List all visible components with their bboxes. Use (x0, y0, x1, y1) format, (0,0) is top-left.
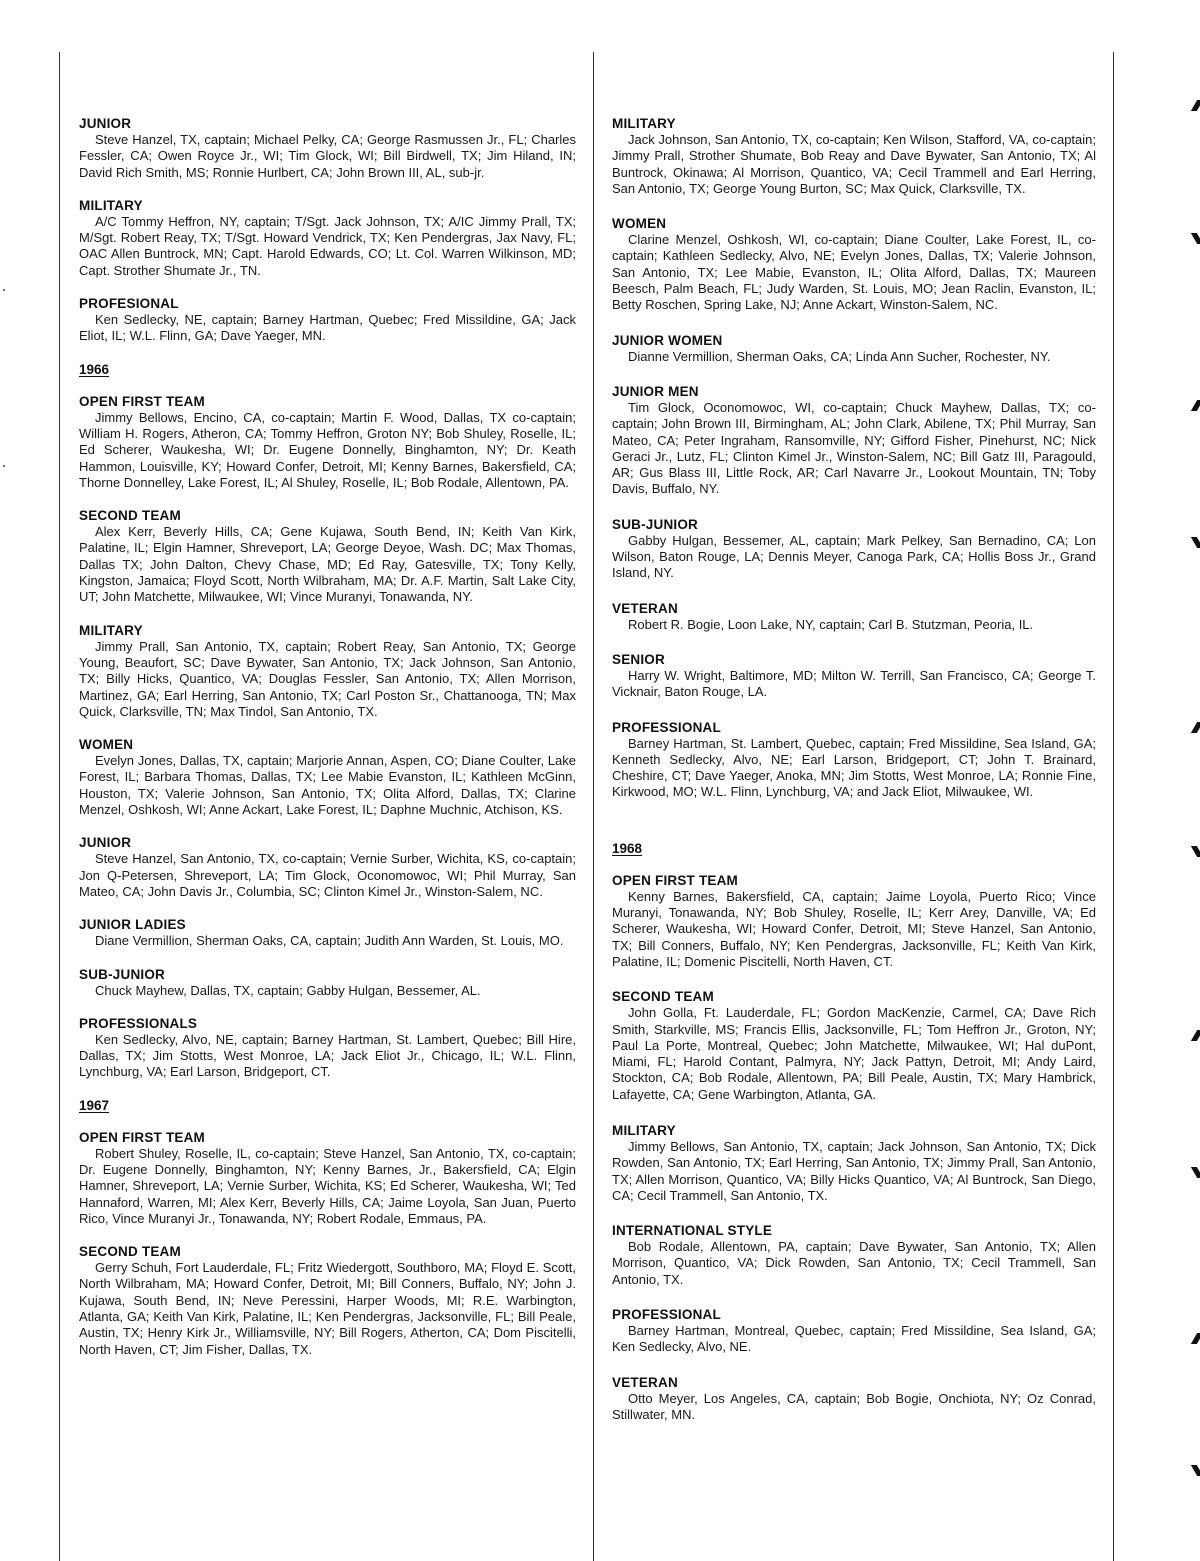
section-body: Kenny Barnes, Bakersfield, CA, captain; Jaime Loyola, Puerto Rico; Vince Muranyi, Tonawanda, NY; Bob Shuley, Roselle, IL; Kerr Arey, Danville, VA; Ed Scherer, Waukesha, WI; Howard Confer, Detroit, MI; Steve Hanzel, San Antonio, TX; Bill Conners, Buffalo, NY; Ken Pendergras, Jacksonville, FL; Keith Van Kirk, Palatine, IL; Domenic Piscitelli, North Haven, CT. (612, 888, 1096, 969)
section-heading: OPEN FIRST TEAM (79, 1129, 206, 1145)
binding-mark (1191, 722, 1200, 733)
section-military (79, 623, 576, 720)
section-body: Steve Hanzel, TX, captain; Michael Pelky, CA; George Rasmussen Jr., FL; Charles Fessler, CA; Owen Royce Jr., WI; Tim Glock, WI; Bill Birdwell, TX; Jim Hiland, IN; David Rich Smith, MS; Ronnie Hurlbert, CA; John Brown III, AL, sub-jr. (79, 132, 576, 180)
section-heading: JUNIOR WOMEN (612, 332, 723, 348)
section-body: Barney Hartman, Montreal, Quebec, captain; Fred Missildine, Sea Island, GA; Ken Sedlecky, Alvo, NE. (612, 1323, 1096, 1355)
binding-mark (1191, 233, 1200, 244)
right-column-rule (1113, 52, 1114, 1561)
section-body: Evelyn Jones, Dallas, TX, captain; Marjorie Annan, Aspen, CO; Diane Coulter, Lake Forest, IL; Barbara Thomas, Dallas, TX; Lee Mabie Evanston, IL; Kathleen McGinn, Houston, TX; Valerie Johnson, San Antonio, TX; Olita Alford, Dallas, TX; Clarine Menzel, Oshkosh, WI; Anne Ackart, Lake Forest, IL; Daphne Muchnic, Atchison, KS. (79, 753, 576, 818)
section-professional (612, 1307, 1096, 1356)
section-veteran (612, 601, 1096, 633)
section-veteran (612, 1375, 1096, 1424)
section-heading: MILITARY (79, 622, 143, 638)
section-body: Jimmy Bellows, Encino, CA, co-captain; Martin F. Wood, Dallas, TX co-captain; William H. Rogers, Atheron, CA; Tommy Heffron, Groton NY; Bob Shuley, Roselle, IL; Ed Scherer, Waukesha, WI; Dr. Eugene Donnelly, Binghamton, NY; Dr. Keath Hammon, Louisville, KY; Howard Confer, Detroit, MI; Kenny Barnes, Bakersfield, CA; Thorne Donnelley, Lake Forest, IL; Al Shuley, Roselle, IL; Bob Rodale, Allentown, PA. (79, 409, 576, 490)
section-body: Otto Meyer, Los Angeles, CA, captain; Bob Bogie, Onchiota, NY; Oz Conrad, Stillwater, MN. (612, 1390, 1096, 1422)
year-heading: 1966 (79, 361, 110, 377)
section-body: Alex Kerr, Beverly Hills, CA; Gene Kujawa, South Bend, IN; Keith Van Kirk, Palatine, IL; Elgin Hamner, Shreveport, LA; George Deyoe, Wash. DC; Max Thomas, Dallas TX; John Dalton, Chevy Chase, MD; Ed Ray, Gatesville, TX; Tony Kelly, Kingston, Jamaica; Floyd Scott, North Wilbraham, MA; Dr. A.F. Martin, Salt Lake City, UT; John Matchette, Milwaukee, WI; Vince Muranyi, Tonawanda, NY. (79, 524, 576, 605)
section-body: Jimmy Bellows, San Antonio, TX, captain; Jack Johnson, San Antonio, TX; Dick Rowden, San Antonio, TX; Earl Herring, San Antonio, TX; Jimmy Prall, San Antonio, TX; Allen Morrison, Quantico, VA; Billy Hicks Quantico, VA; Al Buntrock, San Diego, CA; Cecil Trammell, San Antonio, TX. (612, 1138, 1096, 1203)
section-heading: SENIOR (612, 651, 665, 667)
section-body: Jimmy Prall, San Antonio, TX, captain; Robert Reay, San Antonio, TX; George Young, Beaufort, SC; Dave Bywater, San Antonio, TX; Jack Johnson, San Antonio, TX; Billy Hicks, Quantico, VA; Douglas Fessler, San Antonio, TX; Allen Morrison, Martinez, GA; Earl Herring, San Antonio, TX; Carl Poston Sr., Chattanooga, TN; Max Quick, Clarksville, TN; Max Tindol, San Antonio, TX. (79, 638, 576, 719)
speck (3, 465, 5, 467)
section-heading: PROFESIONAL (79, 296, 179, 312)
section-body: Jack Johnson, San Antonio, TX, co-captain; Ken Wilson, Stafford, VA, co-captain; Jimmy Prall, Strother Shumate, Bob Reay and Dave Bywater, San Antonio, TX; Al Buntrock, Okinawa; Al Morrison, Quantico, VA; Cecil Trammell and Earl Herring, San Antonio, TX; George Young Burton, SC; Max Quick, Clarksville, TX. (612, 132, 1096, 196)
speck (3, 289, 5, 291)
section-body: Barney Hartman, St. Lambert, Quebec, captain; Fred Missildine, Sea Island, GA; Kenneth Sedlecky, Alvo, NE; Earl Larson, Bridgeport, CT; John T. Brainard, Cheshire, CT; Dave Yaeger, Anoka, MN; Jim Stotts, West Monroe, LA; Ronnie Fine, Kirkwood, MO; W.L. Flinn, Lynchburg, VA; and Jack Eliot, Milwaukee, WI. (612, 735, 1096, 800)
right-column (612, 116, 1096, 1437)
section-sub-junior (79, 967, 576, 999)
section-body: Gerry Schuh, Fort Lauderdale, FL; Fritz Wiedergott, Southboro, MA; Floyd E. Scott, North Wilbraham, MA; Howard Confer, Detroit, MI; Bill Conners, Buffalo, NY; John J. Kujawa, South Bend, IN; Neve Peressini, Harper Woods, MI; R.E. Warbington, Atlanta, GA; Keith Van Kirk, Palatine, IL; Ken Pendergras, Jacksonville, FL; Bill Peale, Austin, TX; Henry Kirk Jr., Williamsville, NY; Bill Rogers, Atherton, CA; Dom Piscitelli, North Haven, CT; Jim Fisher, Dallas, TX. (79, 1260, 576, 1357)
section-heading: OPEN FIRST TEAM (612, 872, 739, 888)
section-body: Steve Hanzel, San Antonio, TX, co-captain; Vernie Surber, Wichita, KS, co-captain; Jon Q-Petersen, Shreveport, LA; Tim Glock, Oconomowoc, WI; Phil Murray, San Mateo, CA; John Davis Jr., Columbia, SC; Clinton Kimel Jr., Winston-Salem, NC. (79, 851, 576, 899)
section-body: Bob Rodale, Allentown, PA, captain; Dave Bywater, San Antonio, TX; Allen Morrison, Quantico, VA; Dick Rowden, San Antonio, TX; Cecil Trammell, San Antonio, TX. (612, 1239, 1096, 1287)
left-column (79, 116, 576, 1372)
section-junior-women (612, 333, 1096, 365)
section-military (612, 1123, 1096, 1204)
section-professional (612, 720, 1096, 801)
section-second-team (612, 989, 1096, 1103)
section-women (612, 216, 1096, 313)
section-body: Ken Sedlecky, NE, captain; Barney Hartman, Quebec; Fred Missildine, GA; Jack Eliot, IL; W.L. Flinn, GA; Dave Yaeger, MN. (79, 312, 576, 344)
section-heading: SUB-JUNIOR (612, 516, 699, 532)
section-heading: WOMEN (79, 737, 134, 753)
section-junior-ladies (79, 917, 576, 949)
binding-mark (1191, 100, 1200, 111)
section-heading: INTERNATIONAL STYLE (612, 1223, 773, 1239)
year-heading: 1967 (79, 1097, 110, 1113)
section-heading: MILITARY (79, 197, 143, 213)
section-military (612, 116, 1096, 197)
section-heading: JUNIOR MEN (612, 383, 699, 399)
section-heading: JUNIOR LADIES (79, 917, 186, 933)
section-open-first-team (612, 873, 1096, 970)
section-profesional (79, 296, 576, 345)
section-heading: PROFESSIONALS (79, 1015, 198, 1031)
section-open-first-team (79, 1130, 576, 1227)
binding-mark (1191, 1333, 1200, 1344)
year-section (79, 1098, 576, 1114)
year-heading: 1968 (612, 840, 643, 856)
section-open-first-team (79, 394, 576, 491)
section-body: A/C Tommy Heffron, NY, captain; T/Sgt. Jack Johnson, TX; A/IC Jimmy Prall, TX; M/Sgt. Robert Reay, TX; T/Sgt. Howard Vendrick, TX; Ken Pendergras, Jax Navy, FL; OAC Allen Buntrock, MN; Capt. Harold Edwards, CO; Lt. Col. Warren Wilkinson, MD; Capt. Strother Shumate Jr., TN. (79, 213, 576, 278)
binding-mark (1191, 537, 1200, 548)
center-column-rule (593, 52, 594, 1561)
binding-mark (1191, 1167, 1200, 1178)
section-heading: PROFESSIONAL (612, 719, 721, 735)
section-heading: SECOND TEAM (612, 989, 714, 1005)
binding-mark (1191, 846, 1200, 857)
binding-mark (1191, 1465, 1200, 1476)
section-military (79, 198, 576, 279)
section-body: Robert R. Bogie, Loon Lake, NY, captain; Carl B. Stutzman, Peoria, IL. (628, 616, 1034, 632)
section-heading: PROFESSIONAL (612, 1307, 721, 1323)
section-international-style (612, 1223, 1096, 1288)
year-section (612, 841, 1096, 857)
section-junior-men (612, 384, 1096, 498)
section-body: Chuck Mayhew, Dallas, TX, captain; Gabby Hulgan, Bessemer, AL. (95, 982, 481, 998)
section-professionals (79, 1016, 576, 1081)
left-column-rule (59, 52, 60, 1561)
section-heading: SECOND TEAM (79, 1244, 181, 1260)
section-heading: MILITARY (612, 1122, 676, 1138)
section-heading: MILITARY (612, 116, 676, 131)
section-body: Tim Glock, Oconomowoc, WI, co-captain; Chuck Mayhew, Dallas, TX; co-captain; John Brown III, Birmingham, AL; John Clark, Abilene, TX; Phil Murray, San Mateo, CA; Peter Ingraham, Ransomville, NY; Gifford Fisher, Pinehurst, NC; Nick Geraci Jr., Lutz, FL; Clinton Kimel Jr., Winston-Salem, NC; Bill Gatz III, Paragould, AR; Gus Blass III, Little Rock, AR; Carl Navarre Jr., Lookout Mountain, TN; Toby Davis, Buffalo, NY. (612, 399, 1096, 497)
section-body: Clarine Menzel, Oshkosh, WI, co-captain; Diane Coulter, Lake Forest, IL, co-captain; Kathleen Sedlecky, Alvo, NE; Evelyn Jones, Dallas, TX; Valerie Johnson, San Antonio, TX; Lee Mabie, Evanston, IL; Olita Alford, Dallas, TX; Maureen Beesch, Palm Beach, FL; Judy Warden, St. Louis, MO; Jean Raclin, Evanston, IL; Betty Roschen, Spring Lake, NJ; Anne Ackart, Winston-Salem, NC. (612, 232, 1096, 313)
section-heading: VETERAN (612, 1374, 678, 1390)
section-junior (79, 116, 576, 181)
section-senior (612, 652, 1096, 701)
section-junior (79, 835, 576, 900)
binding-mark (1191, 400, 1200, 411)
section-body: Gabby Hulgan, Bessemer, AL, captain; Mark Pelkey, San Bernadino, CA; Lon Wilson, Baton Rouge, LA; Dennis Meyer, Canoga Park, CA; Hollis Boss Jr., Grand Island, NY. (612, 532, 1096, 581)
section-body: Robert Shuley, Roselle, IL, co-captain; Steve Hanzel, San Antonio, TX, co-captain; Dr. Eugene Donnelly, Binghamton, NY; Kenny Barnes, Jr., Bakersfield, CA; Elgin Hamner, Shreveport, LA; Vernie Surber, Wichita, KS; Ed Scherer, Waukesha, WI; Ted Hannaford, Warren, MI; Alex Kerr, Beverly Hills, CA; Jaime Loyola, San Juan, Puerto Rico, Vince Muranyi Jr., Tonawanda, NY; Robert Rodale, Emmaus, PA. (79, 1145, 576, 1226)
section-heading: OPEN FIRST TEAM (79, 393, 206, 409)
section-body: Dianne Vermillion, Sherman Oaks, CA; Linda Ann Sucher, Rochester, NY. (628, 348, 1051, 364)
section-heading: VETERAN (612, 600, 678, 616)
section-body: Diane Vermillion, Sherman Oaks, CA, captain; Judith Ann Warden, St. Louis, MO. (95, 933, 564, 949)
binding-mark (1191, 1030, 1200, 1041)
section-second-team (79, 1244, 576, 1358)
section-second-team (79, 508, 576, 605)
section-heading: SECOND TEAM (79, 508, 181, 524)
section-body: John Golla, Ft. Lauderdale, FL; Gordon MacKenzie, Carmel, CA; Dave Rich Smith, Starkville, MS; Francis Ellis, Jacksonville, FL; Tom Heffron Jr., Groton, NY; Paul La Porte, Montreal, Quebec; John Matchette, Milwaukee, WI; Hal duPont, Miami, FL; Harold Contant, Palmyra, NY; Jack Pattyn, Detroit, MI; Andy Laird, Stockton, CA; Bob Rodale, Allentown, PA; Bill Peale, Austin, TX; Mary Hambrick, Lafayette, CA; Gene Warbington, Atlanta, GA. (612, 1005, 1096, 1102)
section-heading: WOMEN (612, 216, 667, 232)
section-women (79, 737, 576, 818)
section-sub-junior (612, 517, 1096, 582)
year-section (79, 362, 576, 378)
section-heading: JUNIOR (79, 835, 132, 851)
section-heading: JUNIOR (79, 116, 132, 131)
section-heading: SUB-JUNIOR (79, 966, 166, 982)
section-body: Harry W. Wright, Baltimore, MD; Milton W. Terrill, San Francisco, CA; George T. Vicknair, Baton Rouge, LA. (612, 667, 1096, 700)
section-body: Ken Sedlecky, Alvo, NE, captain; Barney Hartman, St. Lambert, Quebec; Bill Hire, Dallas, TX; Jim Stotts, West Monroe, LA; Jack Eliot Jr., Chicago, IL; W.L. Flinn, Lynchburg, VA; Earl Larson, Bridgeport, CT. (79, 1031, 576, 1080)
